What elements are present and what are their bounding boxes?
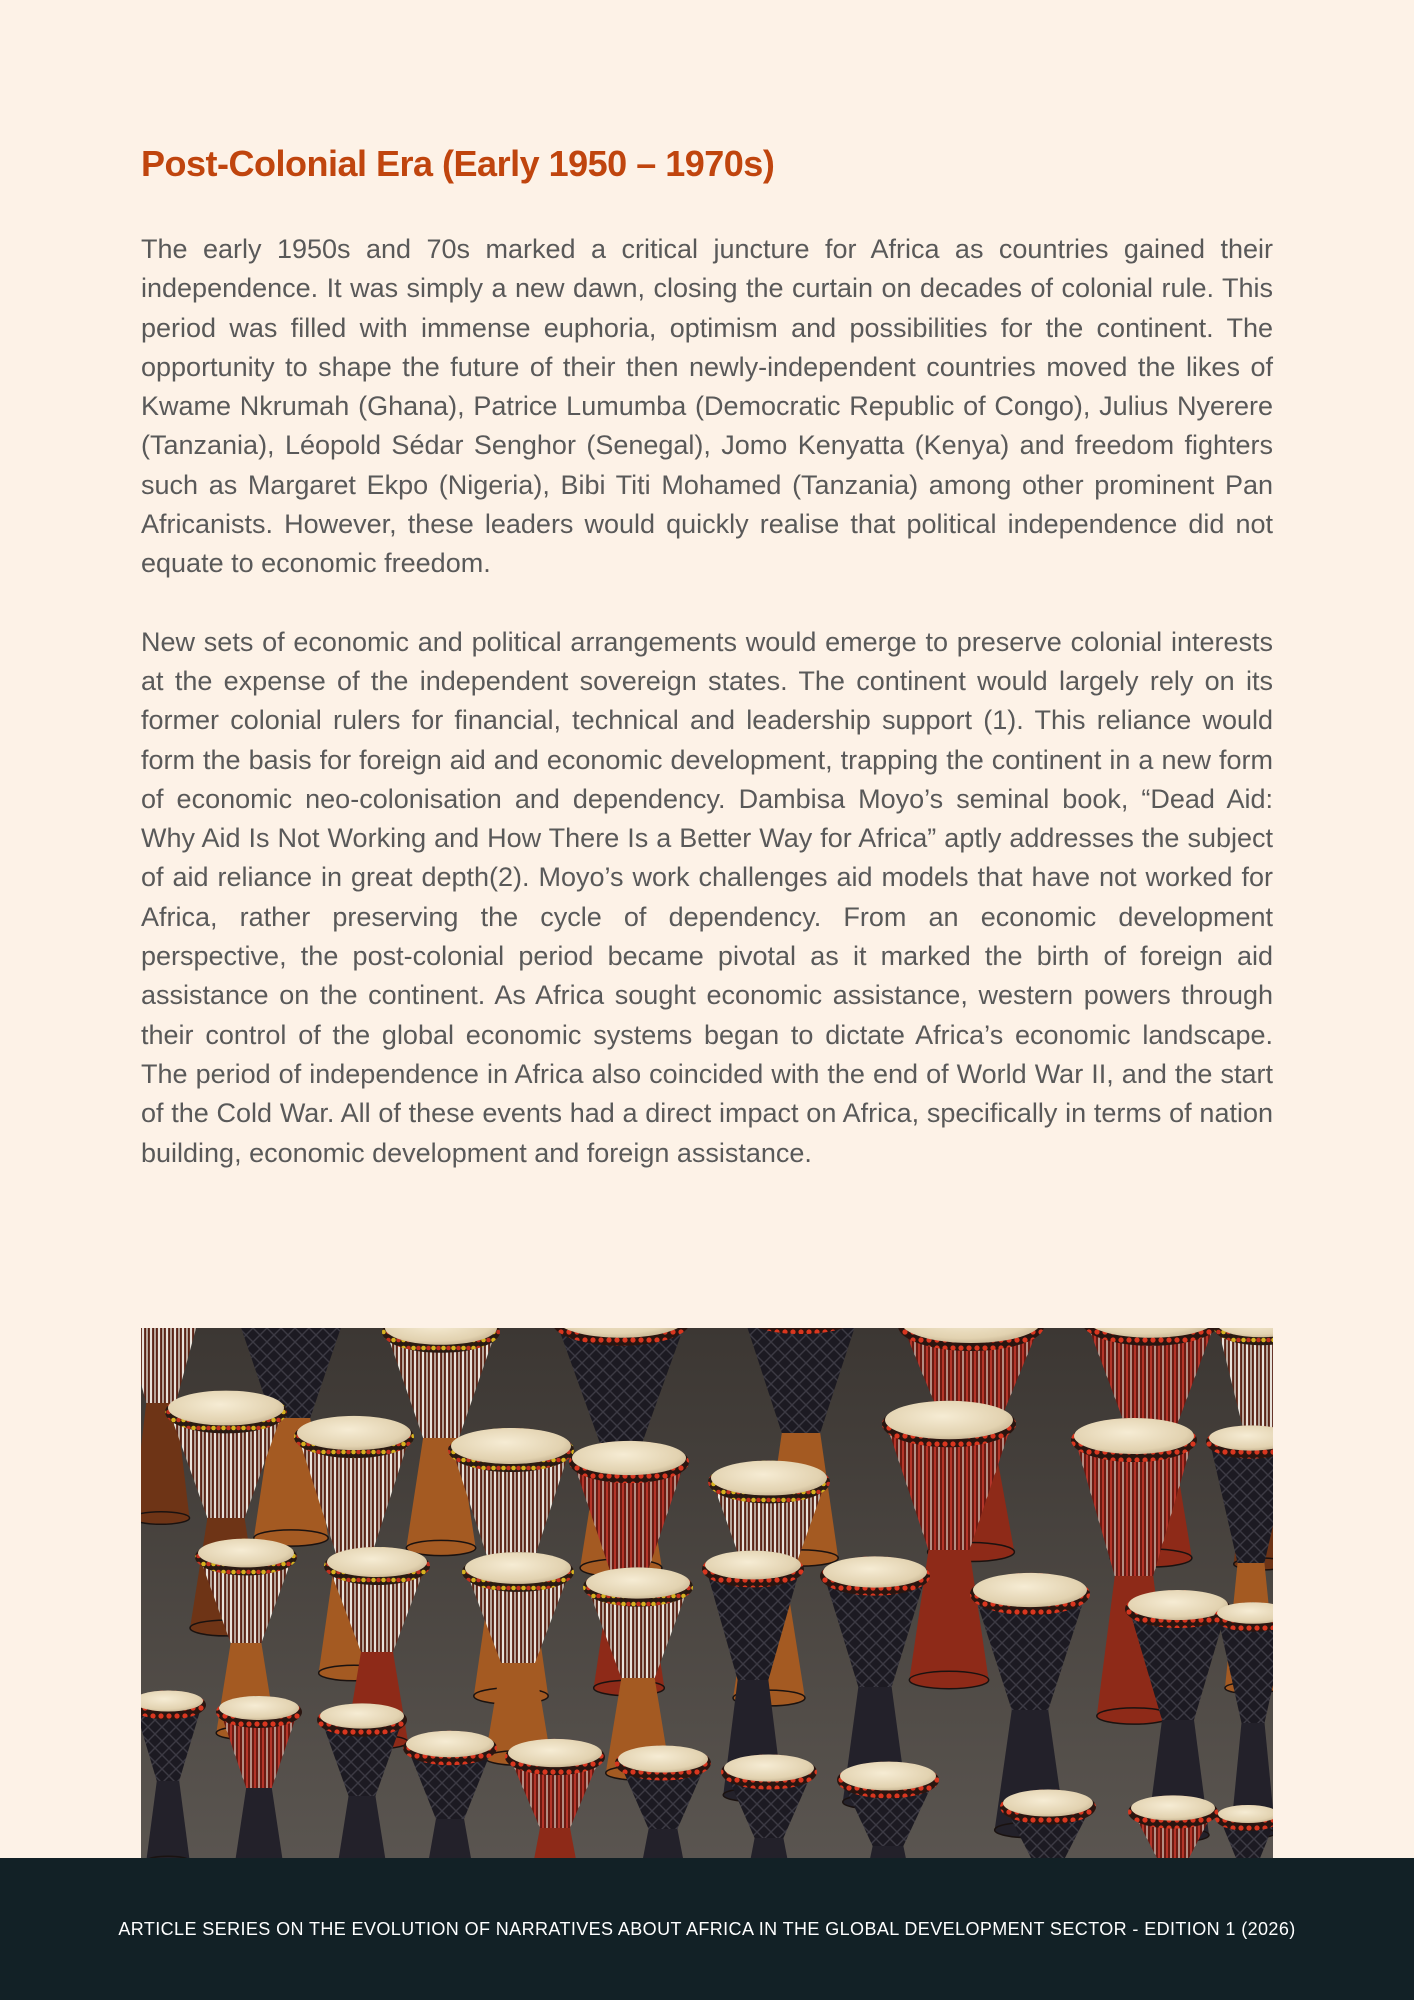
footer-bar [0, 1858, 1414, 2000]
article-content [141, 140, 1273, 1173]
djembe-drums-photo [141, 1328, 1273, 1858]
footer-series-label: ARTICLE SERIES ON THE EVOLUTION OF NARRATIVES ABOUT AFRICA IN THE GLOBAL DEVELOPMENT SECTOR - EDITION 1 (2026) [118, 1918, 1296, 1939]
section-heading: Post-Colonial Era (Early 1950 – 1970s) [141, 143, 775, 184]
paragraph-aid-dependency: New sets of economic and political arrangements would emerge to preserve colonial interests at the expense of the independent sovereign states. The continent would largely rely on its former colonial rulers for financial, technical and leadership support (1). This reliance would form the basis for foreign aid and economic development, trapping the continent in a new form of economic neo-colonisation and dependency. Dambisa Moyo’s seminal book, “Dead Aid: Why Aid Is Not Working and How There Is a Better Way for Africa” aptly addresses the subject of aid reliance in great depth(2). Moyo’s work challenges aid models that have not worked for Africa, rather preserving the cycle of dependency. From an economic development perspective, the post-colonial period became pivotal as it marked the birth of foreign aid assistance on the continent. As Africa sought economic assistance, western powers through their control of the global economic systems began to dictate Africa’s economic landscape. The period of independence in Africa also coincided with the end of World War II, and the start of the Cold War. All of these events had a direct impact on Africa, specifically in terms of nation building, economic development and foreign assistance. [141, 626, 1273, 1168]
paragraph-independence: The early 1950s and 70s marked a critical juncture for Africa as countries gained their independence. It was simply a new dawn, closing the curtain on decades of colonial rule. This period was filled with immense euphoria, optimism and possibilities for the continent. The opportunity to shape the future of their then newly-independent countries moved the likes of Kwame Nkrumah (Ghana), Patrice Lumumba (Democratic Republic of Congo), Julius Nyerere (Tanzania), Léopold Sédar Senghor (Senegal), Jomo Kenyatta (Kenya) and freedom fighters such as Margaret Ekpo (Nigeria), Bibi Titi Mohamed (Tanzania) among other prominent Pan Africanists. However, these leaders would quickly realise that political independence did not equate to economic freedom. [141, 234, 1273, 579]
